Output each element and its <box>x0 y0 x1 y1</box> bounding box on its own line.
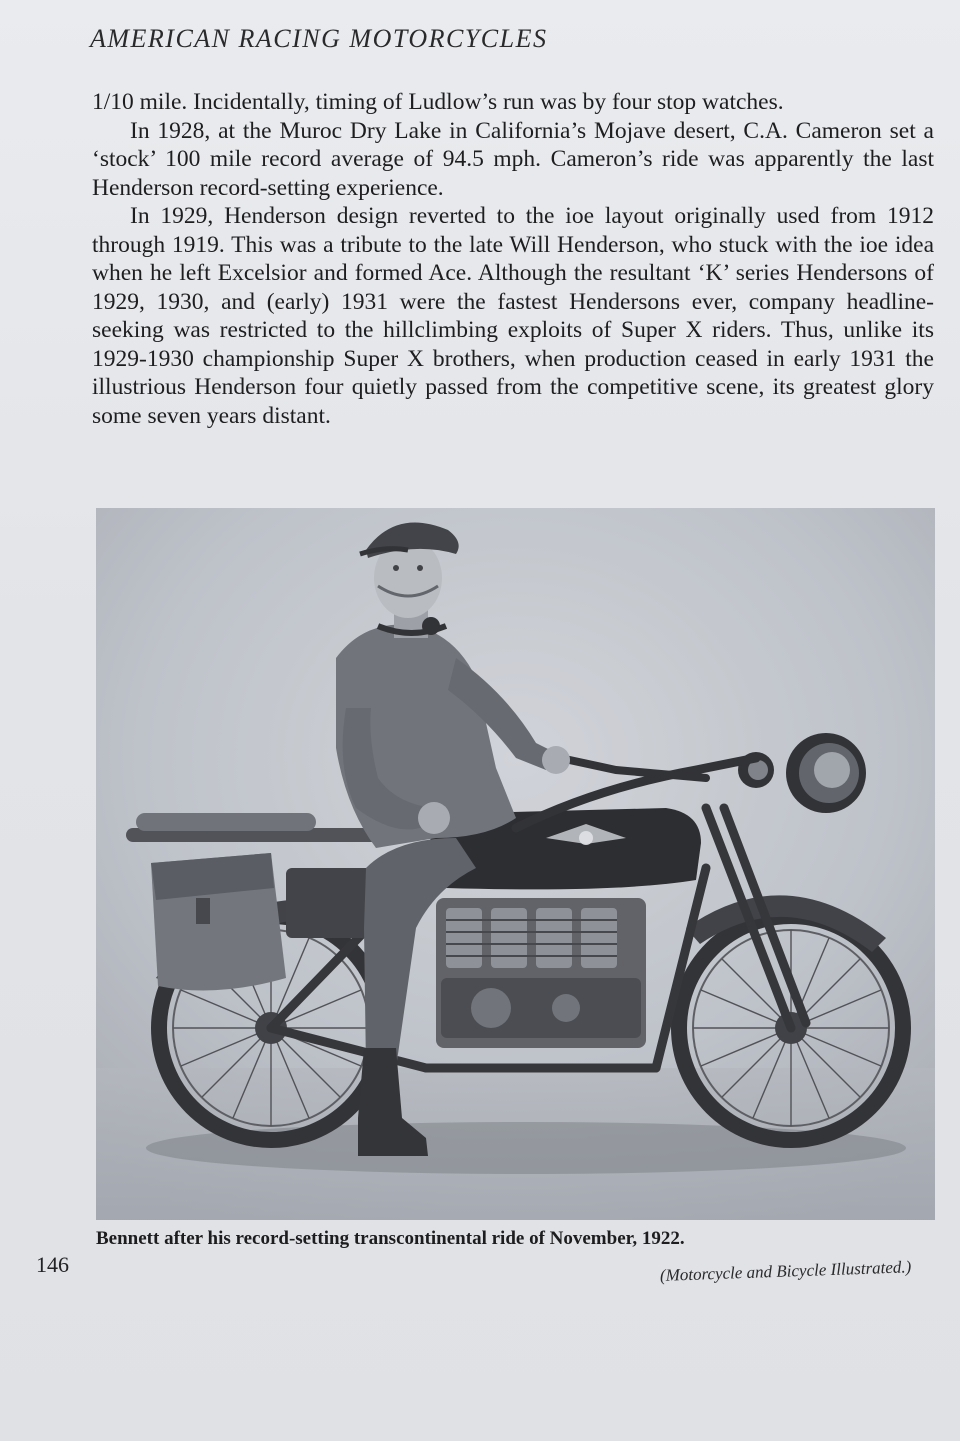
body-text <box>92 88 934 430</box>
paragraph-1: 1/10 mile. Incidentally, timing of Ludlow’s run was by four stop watches. <box>92 89 784 115</box>
page-number: 146 <box>36 1252 69 1277</box>
running-head: AMERICAN RACING MOTORCYCLES <box>90 24 548 53</box>
paragraph-2: In 1928, at the Muroc Dry Lake in California’s Mojave desert, C.A. Cameron set a ‘stock’ 100 mile record average of 94.5 mph. Cameron’s ride was apparently the last Henderson record-setting experience. <box>92 117 934 201</box>
motorcycle-photo <box>96 508 935 1220</box>
paragraph-3: In 1929, Henderson design reverted to the ioe layout originally used from 1912 through 1919. This was a tribute to the late Will Henderson, who stuck with the ioe idea when he left Excelsior and formed Ace. Although the resultant ‘K’ series Hendersons of 1929, 1930, and (early) 1931 were the fastest Hendersons ever, company headline-seeking was restricted to the hillclimbing exploits of Super X riders. Thus, unlike its 1929-1930 championship Super X brothers, when production ceased in early 1931 the illustrious Henderson four quietly passed from the competitive scene, its greatest glory some seven years distant. <box>92 203 934 429</box>
photo-caption: Bennett after his record-setting transcontinental ride of November, 1922. <box>96 1228 685 1249</box>
photo-credit: (Motorcycle and Bicycle Illustrated.) <box>659 1257 912 1285</box>
